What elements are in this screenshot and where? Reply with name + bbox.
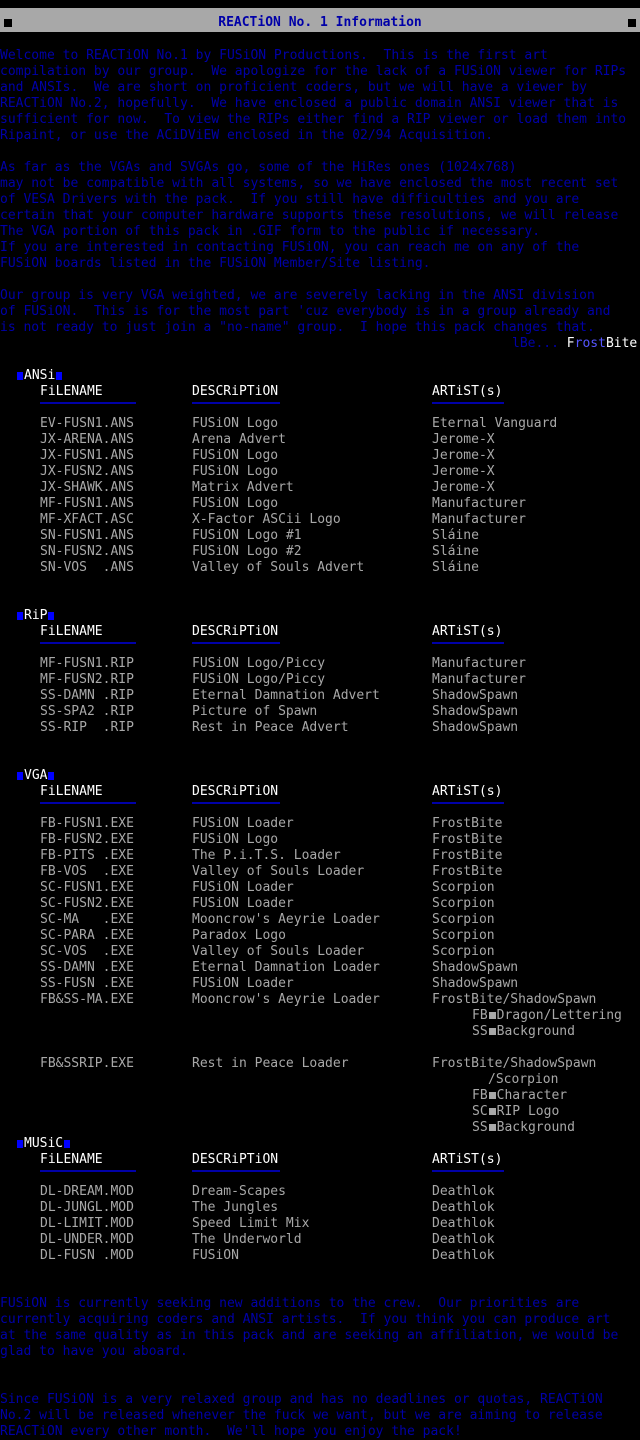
table-row <box>0 976 640 992</box>
intro-text-line: Welcome to REACTiON No.1 by FUSiON Productions. This is the first art <box>0 48 548 63</box>
header-underline <box>192 1170 280 1172</box>
artist-cell: Jerome-X <box>432 480 495 495</box>
description-cell: Rest in Peace Advert <box>192 720 349 735</box>
filename-cell: JX-FUSN1.ANS <box>40 448 134 463</box>
filename-cell: DL-DREAM.MOD <box>40 1184 134 1199</box>
artist-cell: Manufacturer <box>432 656 526 671</box>
table-row <box>0 1232 640 1248</box>
artist-cell: ShadowSpawn <box>432 720 519 735</box>
table-row <box>0 816 640 832</box>
credit-note <box>472 1120 575 1136</box>
page-title: REACTiON No. 1 Information <box>218 15 422 30</box>
artist-cell: ShadowSpawn <box>432 688 519 703</box>
column-header-filename: FiLENAME <box>40 784 103 799</box>
filename-cell: JX-ARENA.ANS <box>40 432 134 447</box>
credit-role: Dragon/Lettering <box>496 1008 622 1023</box>
table-row <box>0 544 640 560</box>
intro-text-line: If you are interested in contacting FUSiON, you can reach me on any of the <box>0 240 580 255</box>
outro-text-line: Since FUSiON is a very relaxed group and has no deadlines or quotas, REACTiON <box>0 1392 603 1407</box>
bullet-square-icon <box>489 1028 496 1035</box>
description-cell: Eternal Damnation Loader <box>192 960 380 975</box>
signature <box>512 336 640 352</box>
description-cell: X-Factor ASCii Logo <box>192 512 341 527</box>
artist-cell: Deathlok <box>432 1232 495 1247</box>
artist-cell: Scorpion <box>432 912 495 927</box>
description-cell: FUSiON Logo <box>192 416 279 431</box>
table-row <box>0 416 640 432</box>
filename-cell: EV-FUSN1.ANS <box>40 416 134 431</box>
artist-cell: Scorpion <box>432 880 495 895</box>
column-header-filename: FiLENAME <box>40 624 103 639</box>
description-cell: Mooncrow's Aeyrie Loader <box>192 992 380 1007</box>
signature-prefix: lBe... <box>512 336 567 351</box>
table-row <box>0 896 640 912</box>
artist-cell: Jerome-X <box>432 448 495 463</box>
table-row <box>0 704 640 720</box>
header-underline <box>40 802 136 804</box>
intro-text-line: sufficient for now. To view the RIPs either find a RIP viewer or load them into <box>0 112 627 127</box>
credit-initials: SC <box>472 1104 488 1119</box>
artist-cell: FrostBite <box>432 816 503 831</box>
artist-cell: Scorpion <box>432 896 495 911</box>
table-row <box>0 992 640 1008</box>
column-header-description: DESCRiPTiON <box>192 784 279 799</box>
description-cell: FUSiON Logo <box>192 464 279 479</box>
intro-text-line: and ANSIs. We are short on proficient coders, but we will have a viewer by <box>0 80 587 95</box>
header-underline <box>40 642 136 644</box>
credit-role: Background <box>496 1120 575 1135</box>
filename-cell: DL-LIMIT.MOD <box>40 1216 134 1231</box>
artist-cell: Manufacturer <box>432 672 526 687</box>
table-row <box>0 848 640 864</box>
credit-role: Character <box>496 1088 568 1103</box>
column-header-description: DESCRiPTiON <box>192 624 279 639</box>
description-cell: Eternal Damnation Advert <box>192 688 380 703</box>
outro-text-line: REACTiON every other month. We'll hope you enjoy the pack! <box>0 1424 462 1439</box>
section-title <box>16 608 55 624</box>
artist-cell: Scorpion <box>432 928 495 943</box>
intro-text-line: Ripaint, or use the ACiDViEW enclosed in the 02/94 Acquisition. <box>0 128 494 143</box>
filename-cell: MF-XFACT.ASC <box>40 512 134 527</box>
intro-text-line: The VGA portion of this pack in .GIF form to the public if necessary. <box>0 224 541 239</box>
section-name: MUSiC <box>24 1136 64 1151</box>
description-cell: Rest in Peace Loader <box>192 1056 349 1071</box>
title-bar-left-cap <box>4 19 12 27</box>
bullet-square-icon <box>489 1108 496 1115</box>
section-title <box>16 368 63 384</box>
filename-cell: SC-FUSN1.EXE <box>40 880 134 895</box>
credit-note <box>472 1088 567 1104</box>
intro-text-line: may not be compatible with all systems, so we have enclosed the most recent set <box>0 176 619 191</box>
description-cell: Matrix Advert <box>192 480 294 495</box>
table-row <box>0 1056 640 1072</box>
artist-cell: Sláine <box>432 544 479 559</box>
description-cell: Dream-Scapes <box>192 1184 286 1199</box>
header-underline <box>432 802 504 804</box>
column-header-artists: ARTiST(s) <box>432 624 503 639</box>
header-underline <box>40 1170 136 1172</box>
filename-cell: SS-DAMN .RIP <box>40 688 134 703</box>
section-name: ANSi <box>24 368 56 383</box>
filename-cell: FB-FUSN1.EXE <box>40 816 134 831</box>
artist-cell: FrostBite/ShadowSpawn <box>432 1056 597 1071</box>
filename-cell: DL-FUSN .MOD <box>40 1248 134 1263</box>
title-bar <box>0 14 640 32</box>
intro-text-line: compilation by our group. We apologize for the lack of a FUSiON viewer for RIPs <box>0 64 627 79</box>
table-row <box>0 720 640 736</box>
bullet-icon <box>48 612 54 620</box>
column-header-filename: FiLENAME <box>40 1152 103 1167</box>
column-header-artists: ARTiST(s) <box>432 784 503 799</box>
table-row <box>0 960 640 976</box>
description-cell: FUSiON Logo <box>192 832 279 847</box>
description-cell: The Jungles <box>192 1200 279 1215</box>
description-cell: FUSiON Loader <box>192 880 294 895</box>
artist-cell: Manufacturer <box>432 496 526 511</box>
artist-cell: ShadowSpawn <box>432 960 519 975</box>
credit-initials: FB <box>472 1008 488 1023</box>
section-name: VGA <box>24 768 48 783</box>
filename-cell: JX-FUSN2.ANS <box>40 464 134 479</box>
filename-cell: SC-MA .EXE <box>40 912 134 927</box>
artist-continuation: /Scorpion <box>488 1072 559 1087</box>
filename-cell: SS-SPA2 .RIP <box>40 704 134 719</box>
bullet-icon <box>17 372 23 380</box>
credit-initials: SS <box>472 1024 488 1039</box>
signature-bite: Bite <box>605 336 638 351</box>
outro-text-line: No.2 will be released whenever the fuck we want, but we are aiming to release <box>0 1408 603 1423</box>
signature-rost: rost <box>574 336 606 351</box>
filename-cell: DL-JUNGL.MOD <box>40 1200 134 1215</box>
intro-paragraph-3 <box>0 288 640 336</box>
filename-cell: SS-DAMN .EXE <box>40 960 134 975</box>
table-row <box>0 688 640 704</box>
artist-cell: Deathlok <box>432 1248 495 1263</box>
artist-cell: Scorpion <box>432 944 495 959</box>
description-cell: FUSiON Logo #1 <box>192 528 302 543</box>
credit-note <box>472 1024 575 1040</box>
credit-role: RIP Logo <box>496 1104 560 1119</box>
description-cell: Valley of Souls Advert <box>192 560 365 575</box>
table-row <box>0 832 640 848</box>
credit-note <box>472 1008 622 1024</box>
table-row <box>0 448 640 464</box>
column-header-description: DESCRiPTiON <box>192 1152 279 1167</box>
intro-text-line: Our group is very VGA weighted, we are severely lacking in the ANSI division <box>0 288 595 303</box>
filename-cell: FB-FUSN2.EXE <box>40 832 134 847</box>
table-row <box>0 880 640 896</box>
filename-cell: SC-VOS .EXE <box>40 944 134 959</box>
artist-cell: ShadowSpawn <box>432 704 519 719</box>
filename-cell: DL-UNDER.MOD <box>40 1232 134 1247</box>
filename-cell: SN-FUSN1.ANS <box>40 528 134 543</box>
section-title <box>16 768 55 784</box>
header-underline <box>432 642 504 644</box>
intro-text-line: As far as the VGAs and SVGAs go, some of the HiRes ones (1024x768) <box>0 160 517 175</box>
bullet-icon <box>17 1140 23 1148</box>
section-name: RiP <box>24 608 48 623</box>
description-cell: FUSiON Loader <box>192 816 294 831</box>
description-cell: FUSiON Logo <box>192 496 279 511</box>
table-row <box>0 1200 640 1216</box>
credit-initials: SS <box>472 1120 488 1135</box>
header-underline <box>192 802 280 804</box>
table-row <box>0 1184 640 1200</box>
bullet-square-icon <box>489 1124 496 1131</box>
outro-text-line: at the same quality as in this pack and are seeking an affiliation, we would be <box>0 1328 619 1343</box>
credit-note <box>472 1104 559 1120</box>
filename-cell: MF-FUSN1.ANS <box>40 496 134 511</box>
bullet-icon <box>56 372 62 380</box>
table-row <box>0 928 640 944</box>
column-header-description: DESCRiPTiON <box>192 384 279 399</box>
artist-cell: Sláine <box>432 560 479 575</box>
header-underline <box>40 402 136 404</box>
intro-text-line: certain that your computer hardware supports these resolutions, we will release <box>0 208 619 223</box>
description-cell: FUSiON Loader <box>192 976 294 991</box>
artist-cell: FrostBite <box>432 832 503 847</box>
credit-initials: FB <box>472 1088 488 1103</box>
table-row <box>0 672 640 688</box>
table-row <box>0 656 640 672</box>
outro-text-line: currently acquiring coders and ANSI artists. If you think you can produce art <box>0 1312 611 1327</box>
description-cell: Speed Limit Mix <box>192 1216 310 1231</box>
artist-cell: Deathlok <box>432 1184 495 1199</box>
filename-cell: FB-PITS .EXE <box>40 848 134 863</box>
filename-cell: SC-PARA .EXE <box>40 928 134 943</box>
description-cell: FUSiON Loader <box>192 896 294 911</box>
column-header-filename: FiLENAME <box>40 384 103 399</box>
table-row <box>0 944 640 960</box>
table-row <box>0 912 640 928</box>
filename-cell: SN-VOS .ANS <box>40 560 134 575</box>
description-cell: Valley of Souls Loader <box>192 944 365 959</box>
table-row <box>0 528 640 544</box>
filename-cell: FB&SS-MA.EXE <box>40 992 134 1007</box>
bullet-icon <box>48 772 54 780</box>
artist-cell: ShadowSpawn <box>432 976 519 991</box>
table-row <box>0 496 640 512</box>
description-cell: Valley of Souls Loader <box>192 864 365 879</box>
description-cell: FUSiON Logo #2 <box>192 544 302 559</box>
filename-cell: SS-FUSN .EXE <box>40 976 134 991</box>
description-cell: FUSiON Logo/Piccy <box>192 656 326 671</box>
description-cell: Picture of Spawn <box>192 704 318 719</box>
artist-cell: FrostBite <box>432 864 503 879</box>
filename-cell: JX-SHAWK.ANS <box>40 480 134 495</box>
intro-text-line: FUSiON boards listed in the FUSiON Member/Site listing. <box>0 256 431 271</box>
intro-paragraph-1 <box>0 48 640 144</box>
outro-paragraph-2 <box>0 1392 640 1440</box>
header-underline <box>192 642 280 644</box>
intro-paragraph-2 <box>0 160 640 272</box>
credit-role: Background <box>496 1024 575 1039</box>
bullet-square-icon <box>489 1012 496 1019</box>
column-header-artists: ARTiST(s) <box>432 1152 503 1167</box>
intro-text-line: of FUSiON. This is for the most part 'cuz everybody is in a group already and <box>0 304 611 319</box>
intro-text-line: REACTiON No.2, hopefully. We have enclosed a public domain ANSI viewer that is <box>0 96 619 111</box>
filename-cell: SS-RIP .RIP <box>40 720 134 735</box>
table-row <box>0 864 640 880</box>
bullet-icon <box>64 1140 70 1148</box>
bullet-icon <box>17 612 23 620</box>
filename-cell: FB&SSRIP.EXE <box>40 1056 134 1071</box>
artist-cell: FrostBite/ShadowSpawn <box>432 992 597 1007</box>
table-row <box>0 480 640 496</box>
section-title <box>16 1136 71 1152</box>
table-row <box>0 512 640 528</box>
artist-cell: Manufacturer <box>432 512 526 527</box>
filename-cell: SC-FUSN2.EXE <box>40 896 134 911</box>
outro-paragraph-1 <box>0 1296 640 1360</box>
bullet-icon <box>17 772 23 780</box>
table-row <box>0 1248 640 1264</box>
outro-text-line: FUSiON is currently seeking new additions to the crew. Our priorities are <box>0 1296 580 1311</box>
description-cell: FUSiON Logo <box>192 448 279 463</box>
table-row <box>0 560 640 576</box>
header-underline <box>432 1170 504 1172</box>
artist-cell: Deathlok <box>432 1216 495 1231</box>
description-cell: Paradox Logo <box>192 928 286 943</box>
description-cell: The P.i.T.S. Loader <box>192 848 341 863</box>
description-cell: FUSiON <box>192 1248 239 1263</box>
artist-cell: Deathlok <box>432 1200 495 1215</box>
artist-cell: FrostBite <box>432 848 503 863</box>
description-cell: Mooncrow's Aeyrie Loader <box>192 912 380 927</box>
intro-text-line: is not ready to just join a "no-name" group. I hope this pack changes that. <box>0 320 595 335</box>
filename-cell: SN-FUSN2.ANS <box>40 544 134 559</box>
artist-cell: Sláine <box>432 528 479 543</box>
description-cell: FUSiON Logo/Piccy <box>192 672 326 687</box>
filename-cell: FB-VOS .EXE <box>40 864 134 879</box>
signature-f: F <box>566 336 575 351</box>
header-underline <box>192 402 280 404</box>
table-row <box>0 464 640 480</box>
intro-text-line: of VESA Drivers with the pack. If you still have difficulties and you are <box>0 192 580 207</box>
header-underline <box>432 402 504 404</box>
bullet-square-icon <box>489 1092 496 1099</box>
filename-cell: MF-FUSN1.RIP <box>40 656 134 671</box>
artist-cell: Eternal Vanguard <box>432 416 558 431</box>
artist-cell: Jerome-X <box>432 432 495 447</box>
filename-cell: MF-FUSN2.RIP <box>40 672 134 687</box>
outro-text-line: glad to have you aboard. <box>0 1344 188 1359</box>
table-row <box>0 1216 640 1232</box>
table-row <box>0 432 640 448</box>
column-header-artists: ARTiST(s) <box>432 384 503 399</box>
title-bar-right-cap <box>628 19 636 27</box>
artist-cell: Jerome-X <box>432 464 495 479</box>
description-cell: The Underworld <box>192 1232 302 1247</box>
description-cell: Arena Advert <box>192 432 286 447</box>
